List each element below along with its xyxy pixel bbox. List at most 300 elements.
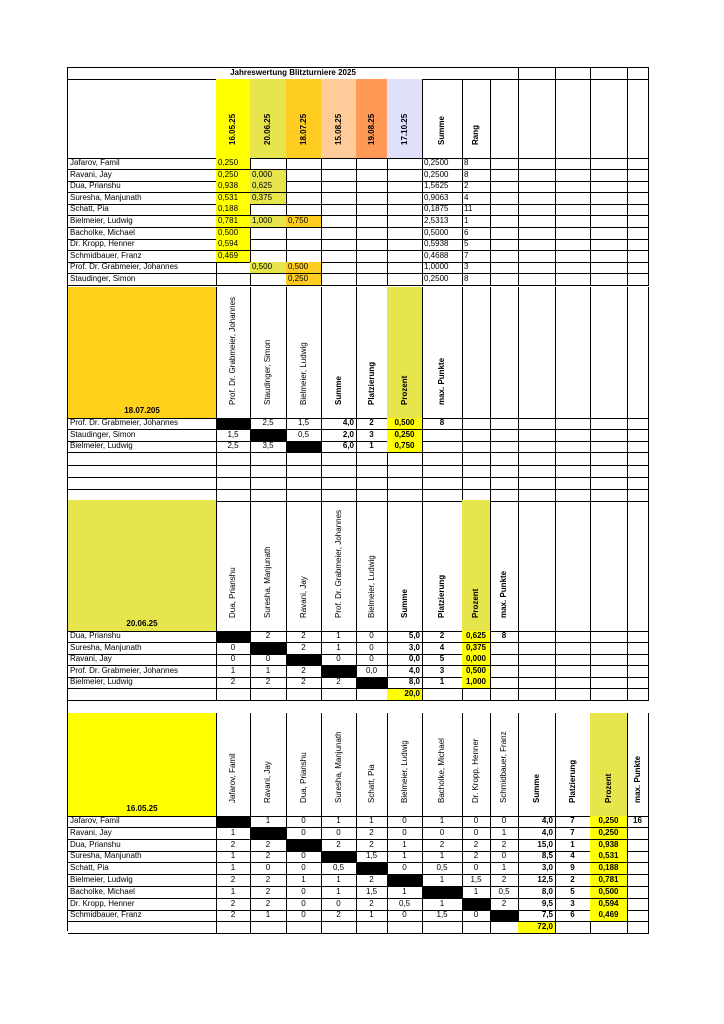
max-punkte-cell [490, 677, 519, 689]
match-score: 2 [250, 899, 287, 911]
rang-cell: 1 [462, 216, 491, 228]
opponent-column-header [356, 713, 388, 817]
match-score: 1 [462, 887, 491, 899]
match-score: 2 [250, 631, 287, 643]
score-cell [356, 239, 388, 251]
grand-total: 72,0 [518, 922, 556, 934]
opponent-column-header [250, 287, 287, 419]
self-match-cell [356, 863, 388, 875]
max-punkte-cell: 8 [422, 418, 463, 430]
grid-cell [490, 922, 519, 934]
summe-cell: 5,0 [387, 631, 423, 643]
prozent-cell: 0,500 [387, 418, 423, 430]
platzierung-cell: 4 [555, 851, 591, 863]
match-score: 1 [490, 828, 519, 840]
prozent-cell: 0,250 [590, 816, 628, 828]
grid-cell [518, 631, 556, 643]
platzierung-cell: 6 [555, 910, 591, 922]
summe-cell: 6,0 [321, 441, 357, 453]
match-score: 0,5 [387, 899, 423, 911]
max-punkte-cell [627, 851, 649, 863]
grid-cell [555, 79, 591, 159]
score-cell [356, 216, 388, 228]
grid-cell [590, 204, 628, 216]
tournament-date [68, 713, 217, 817]
player-name: Bielmeier, Ludwig [68, 875, 217, 887]
player-name: Staudinger, Simon [68, 430, 217, 442]
opponent-name: Ravani, Jay [263, 761, 272, 803]
grid-cell [627, 418, 649, 430]
match-score: 1 [422, 816, 463, 828]
column-header-label: Platzierung [567, 759, 577, 803]
platzierung-header [356, 287, 388, 419]
grid-cell [555, 216, 591, 228]
grid-cell [490, 216, 519, 228]
grid-cell [490, 239, 519, 251]
match-score: 0,5 [286, 430, 322, 442]
match-score: 1 [387, 851, 423, 863]
match-score: 3,5 [250, 441, 287, 453]
match-score: 1 [321, 875, 357, 887]
match-score: 1,5 [462, 875, 491, 887]
match-score: 1 [356, 910, 388, 922]
grid-cell [627, 216, 649, 228]
score-cell [387, 204, 423, 216]
grid-cell [590, 239, 628, 251]
grid-cell [518, 441, 556, 453]
summe-cell: 0,5000 [422, 228, 463, 240]
grid-cell [490, 262, 519, 274]
prozent-cell: 0,188 [590, 863, 628, 875]
platzierung-cell: 5 [555, 887, 591, 899]
platzierung-cell: 2 [422, 631, 463, 643]
player-name: Dr. Kropp, Henner [68, 239, 217, 251]
rang-cell: 5 [462, 239, 491, 251]
max-punkte-header [490, 500, 519, 632]
grid-cell [462, 922, 491, 934]
player-name: Ravani, Jay [68, 654, 217, 666]
rang-cell: 8 [462, 158, 491, 170]
match-score: 0 [286, 828, 322, 840]
prozent-cell: 0,500 [590, 887, 628, 899]
max-punkte-cell [627, 887, 649, 899]
match-score: 0 [321, 899, 357, 911]
self-match-cell [286, 654, 322, 666]
rang-cell: 11 [462, 204, 491, 216]
score-cell [286, 239, 322, 251]
grid-cell [518, 677, 556, 689]
grid-cell [555, 418, 591, 430]
summe-cell: 0,9063 [422, 193, 463, 205]
rang-cell: 3 [462, 262, 491, 274]
grid-cell [555, 500, 591, 632]
grid-cell [422, 922, 463, 934]
summe-cell: 9,5 [518, 899, 556, 911]
score-cell [321, 158, 357, 170]
platzierung-cell: 7 [555, 816, 591, 828]
opponent-name: Dua, Prianshu [298, 752, 308, 803]
match-score: 2 [356, 840, 388, 852]
match-score: 0,0 [356, 666, 388, 678]
opponent-name: Dua, Prianshu [228, 567, 237, 618]
match-score: 2 [462, 851, 491, 863]
column-header-label: Prozent [471, 588, 480, 618]
player-name: Schmidbauer, Franz [68, 251, 217, 263]
grid-cell [490, 441, 519, 453]
opponent-column-header [216, 287, 251, 419]
match-score: 0 [286, 887, 322, 899]
grid-cell [490, 181, 519, 193]
tournament-date [68, 500, 217, 632]
score-cell: 0,000 [250, 170, 287, 182]
match-score: 0 [462, 910, 491, 922]
opponent-name: Suresha, Manjunath [333, 731, 343, 803]
grid-cell [68, 922, 217, 934]
grid-cell [216, 922, 251, 934]
grid-cell [627, 631, 649, 643]
grid-cell [590, 287, 628, 419]
tournament-date-label: 20.06.25 [126, 619, 158, 628]
column-header-label: max. Punkte [499, 570, 508, 618]
match-score: 2,5 [250, 418, 287, 430]
score-cell: 0,500 [286, 262, 322, 274]
score-cell [216, 274, 251, 286]
opponent-column-header [216, 713, 251, 817]
prozent-cell: 0,469 [590, 910, 628, 922]
score-cell [387, 181, 423, 193]
player-name: Bacholke, Michael [68, 228, 217, 240]
opponent-name: Bacholke, Michael [437, 738, 446, 803]
grid-cell [68, 79, 217, 159]
platzierung-cell: 2 [555, 875, 591, 887]
opponent-name: Prof. Dr. Grabmeier, Johannes [333, 509, 343, 618]
player-name: Schatt, Pia [68, 204, 217, 216]
opponent-column-header [250, 500, 287, 632]
grid-cell [590, 262, 628, 274]
summe-header [422, 79, 463, 159]
platzierung-header [422, 500, 463, 632]
grid-cell [490, 689, 519, 701]
grid-cell [555, 181, 591, 193]
player-name: Suresha, Manjunath [68, 643, 217, 655]
grid-cell [555, 158, 591, 170]
match-score: 0 [216, 654, 251, 666]
grid-cell [216, 689, 251, 701]
max-punkte-cell [490, 654, 519, 666]
score-cell: 0,625 [250, 181, 287, 193]
summe-cell: 3,0 [518, 863, 556, 875]
self-match-cell [422, 887, 463, 899]
match-score: 0 [356, 643, 388, 655]
platzierung-cell: 1 [422, 677, 463, 689]
prozent-header [462, 500, 491, 632]
grid-cell [462, 418, 491, 430]
match-score: 0 [356, 631, 388, 643]
grid-cell [555, 239, 591, 251]
platzierung-cell: 2 [356, 418, 388, 430]
match-score: 2 [490, 875, 519, 887]
match-score: 1 [422, 875, 463, 887]
grid-cell [555, 654, 591, 666]
grid-cell [356, 689, 388, 701]
match-score: 0 [462, 828, 491, 840]
score-cell [250, 274, 287, 286]
platzierung-cell: 1 [356, 441, 388, 453]
grid-cell [555, 677, 591, 689]
player-name: Ravani, Jay [68, 170, 217, 182]
max-punkte-cell: 16 [627, 816, 649, 828]
match-score: 0 [490, 816, 519, 828]
column-header-label: Summe [437, 116, 446, 145]
match-score: 1 [216, 828, 251, 840]
player-name: Jafarov, Famil [68, 158, 217, 170]
self-match-cell [216, 816, 251, 828]
opponent-name: Schatt, Pia [366, 764, 376, 803]
match-score: 1 [490, 863, 519, 875]
opponent-column-header [422, 713, 463, 817]
tournament-date-label: 18.07.205 [124, 406, 160, 415]
summe-cell: 3,0 [387, 643, 423, 655]
grid-cell [490, 287, 519, 419]
grid-cell [555, 922, 591, 934]
self-match-cell [356, 677, 388, 689]
match-score: 0 [286, 851, 322, 863]
player-name: Jafarov, Famil [68, 816, 217, 828]
match-score: 2 [356, 828, 388, 840]
date-header-label: 16.05.25 [228, 113, 237, 145]
grid-cell [627, 181, 649, 193]
grid-cell [321, 689, 357, 701]
opponent-name: Staudinger, Simon [263, 339, 272, 405]
summe-cell: 1,5625 [422, 181, 463, 193]
opponent-column-header [286, 500, 322, 632]
grid-cell [250, 689, 287, 701]
opponent-name: Jafarov, Famil [228, 753, 237, 803]
score-cell [216, 262, 251, 274]
rang-cell: 8 [462, 170, 491, 182]
match-score: 2 [422, 840, 463, 852]
grid-cell [627, 239, 649, 251]
match-score: 0 [321, 654, 357, 666]
date-column-header [250, 79, 287, 159]
score-cell [387, 216, 423, 228]
grid-cell [518, 181, 556, 193]
grid-cell [286, 922, 322, 934]
score-cell [250, 158, 287, 170]
player-name: Schmidbauer, Franz [68, 910, 217, 922]
column-header-label: Prozent [399, 375, 409, 405]
date-column-header [356, 79, 388, 159]
grid-cell [462, 441, 491, 453]
player-name: Bielmeier, Ludwig [68, 677, 217, 689]
player-name: Ravani, Jay [68, 828, 217, 840]
max-punkte-cell [627, 910, 649, 922]
match-score: 0 [286, 816, 322, 828]
match-score: 1 [250, 666, 287, 678]
match-score: 2 [321, 840, 357, 852]
match-score: 2 [356, 875, 388, 887]
prozent-header [590, 713, 628, 817]
match-score: 1 [321, 816, 357, 828]
grid-cell [490, 158, 519, 170]
date-column-header [321, 79, 357, 159]
prozent-cell: 0,375 [462, 643, 491, 655]
match-score: 0 [286, 863, 322, 875]
match-score: 1 [387, 887, 423, 899]
score-cell [356, 204, 388, 216]
summe-cell: 12,5 [518, 875, 556, 887]
grid-cell [286, 689, 322, 701]
grid-cell [627, 262, 649, 274]
column-header-label: Prozent [603, 773, 613, 803]
grid-cell [590, 274, 628, 286]
rang-cell: 4 [462, 193, 491, 205]
grid-cell [68, 689, 217, 701]
grid-cell [555, 274, 591, 286]
score-cell [321, 181, 357, 193]
player-name: Dua, Prianshu [68, 181, 217, 193]
summe-cell: 15,0 [518, 840, 556, 852]
grid-cell [518, 287, 556, 419]
grid-cell [627, 274, 649, 286]
rang-cell: 8 [462, 274, 491, 286]
match-score: 2 [356, 899, 388, 911]
opponent-name: Bielmeier, Ludwig [399, 740, 409, 803]
summe-cell: 1,0000 [422, 262, 463, 274]
match-score: 2 [490, 840, 519, 852]
column-header-label: max. Punkte [437, 357, 446, 405]
grid-cell [518, 500, 556, 632]
match-score: 2 [216, 910, 251, 922]
grid-cell [518, 418, 556, 430]
opponent-name: Schmidbauer, Franz [499, 731, 508, 803]
opponent-column-header [216, 500, 251, 632]
grand-total: 20,0 [387, 689, 423, 701]
platzierung-cell: 4 [422, 643, 463, 655]
grid-cell [590, 500, 628, 632]
date-column-header [286, 79, 322, 159]
grid-cell [590, 677, 628, 689]
match-score: 0 [422, 828, 463, 840]
player-name: Suresha, Manjunath [68, 851, 217, 863]
opponent-column-header [286, 713, 322, 817]
score-cell: 0,938 [216, 181, 251, 193]
opponent-name: Bielmeier, Ludwig [366, 555, 376, 618]
score-cell [387, 158, 423, 170]
grid-cell [627, 654, 649, 666]
score-cell: 0,188 [216, 204, 251, 216]
match-score: 2 [250, 875, 287, 887]
tournament-date-label: 16.05.25 [126, 804, 158, 813]
opponent-column-header [387, 713, 423, 817]
platzierung-cell: 3 [555, 899, 591, 911]
grid-cell [590, 79, 628, 159]
match-score: 0 [286, 910, 322, 922]
grid-cell [627, 158, 649, 170]
grid-cell [590, 181, 628, 193]
page-title: Jahreswertung Blitzturniere 2025 [68, 68, 519, 80]
rang-header [462, 79, 491, 159]
grid-cell [250, 922, 287, 934]
prozent-cell: 0,531 [590, 851, 628, 863]
self-match-cell [286, 441, 322, 453]
grid-cell [590, 158, 628, 170]
summe-cell: 4,0 [387, 666, 423, 678]
grid-cell [422, 689, 463, 701]
match-score: 0,5 [490, 887, 519, 899]
match-score: 1 [321, 631, 357, 643]
match-score: 1 [387, 840, 423, 852]
match-score: 0 [387, 910, 423, 922]
summe-cell: 0,0 [387, 654, 423, 666]
self-match-cell [216, 418, 251, 430]
player-name: Bielmeier, Ludwig [68, 216, 217, 228]
summe-cell: 2,5313 [422, 216, 463, 228]
grid-cell [590, 441, 628, 453]
player-name: Suresha, Manjunath [68, 193, 217, 205]
grid-cell [490, 274, 519, 286]
match-score: 2 [216, 677, 251, 689]
score-cell [286, 181, 322, 193]
match-score: 1 [250, 910, 287, 922]
match-score: 1,5 [356, 851, 388, 863]
player-name: Prof. Dr. Grabmeier, Johannes [68, 418, 217, 430]
opponent-column-header [356, 500, 388, 632]
match-score: 1,5 [286, 418, 322, 430]
column-header-label: Platzierung [437, 574, 446, 618]
score-cell [387, 274, 423, 286]
match-score: 2 [490, 899, 519, 911]
score-cell [356, 181, 388, 193]
score-cell [286, 204, 322, 216]
summe-cell: 8,5 [518, 851, 556, 863]
prozent-cell: 0,500 [462, 666, 491, 678]
date-header-label: 20.06.25 [263, 113, 272, 145]
date-column-header [387, 79, 423, 159]
match-score: 1 [356, 816, 388, 828]
match-score: 2,5 [216, 441, 251, 453]
summe-cell: 0,4688 [422, 251, 463, 263]
opponent-column-header [490, 713, 519, 817]
grid-cell [627, 500, 649, 632]
rang-cell: 7 [462, 251, 491, 263]
opponent-column-header [250, 713, 287, 817]
match-score: 0 [286, 899, 322, 911]
grid-cell [555, 441, 591, 453]
match-score: 0 [462, 816, 491, 828]
platzierung-cell: 1 [555, 840, 591, 852]
prozent-header [387, 287, 423, 419]
grid-cell [555, 689, 591, 701]
grid-cell [590, 689, 628, 701]
player-name: Bacholke, Michael [68, 887, 217, 899]
date-header-label: 19.08.25 [366, 113, 376, 145]
prozent-cell: 0,781 [590, 875, 628, 887]
opponent-column-header [462, 713, 491, 817]
opponent-column-header [286, 287, 322, 419]
max-punkte-cell: 8 [490, 631, 519, 643]
match-score: 0 [250, 654, 287, 666]
grid-cell [627, 287, 649, 419]
prozent-cell: 0,594 [590, 899, 628, 911]
opponent-name: Prof. Dr. Grabmeier, Johannes [228, 296, 237, 405]
match-score: 2 [250, 677, 287, 689]
match-score: 2 [286, 631, 322, 643]
column-header-label: Summe [399, 589, 409, 618]
match-score: 2 [216, 899, 251, 911]
prozent-cell: 0,938 [590, 840, 628, 852]
score-cell [356, 274, 388, 286]
